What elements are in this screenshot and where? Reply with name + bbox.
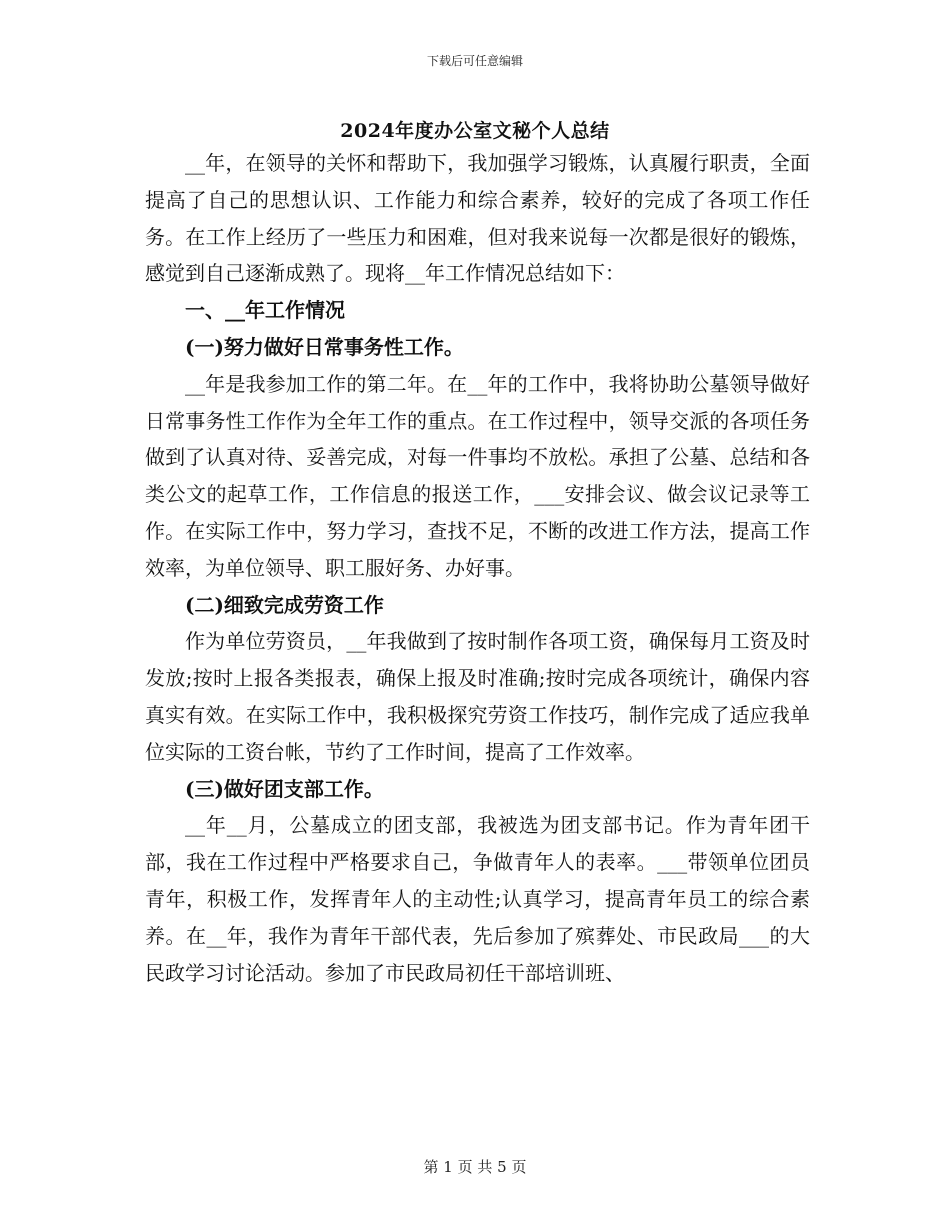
page-number: 第 1 页 共 5 页 [423,1158,527,1176]
paragraph-league-work: __年__月，公墓成立的团支部，我被选为团支部书记。作为青年团干部，我在工作过程中严格要求自己，争做青年人的表率。___带领单位团员青年，积极工作，发挥青年人的主动性;认真学习，提高青年员工的综合素养。在__年，我作为青年干部代表，先后参加了殡葬处、市民政局___的大民政学习讨论活动。参加了市民政局初任干部培训班、 [145,813,810,985]
document-body [145,145,810,991]
subsection-heading: (一)努力做好日常事务性工作。 [185,334,464,359]
subsection-heading: (三)做好团支部工作。 [185,776,384,801]
subsection-heading: (二)细致完成劳资工作 [185,592,384,617]
document-title: 2024年度办公室文秘个人总结 [340,120,610,142]
section-heading: 一、__年工作情况 [185,298,345,323]
paragraph-payroll-work: 作为单位劳资员，__年我做到了按时制作各项工资，确保每月工资及时发放;按时上报各类报表，确保上报及时准确;按时完成各项统计，确保内容真实有效。在实际工作中，我积极探究劳资工作技巧，制作完成了适应我单位实际的工资台帐，节约了工作时间，提高了工作效率。 [145,629,810,764]
header-note: 下载后可任意编辑 [426,54,523,68]
paragraph-intro: __年，在领导的关怀和帮助下，我加强学习锻炼，认真履行职责，全面提高了自己的思想认识、工作能力和综合素养，较好的完成了各项工作任务。在工作上经历了一些压力和困难，但对我来说每一次都是很好的锻炼，感觉到自己逐渐成熟了。现将__年工作情况总结如下： [145,151,810,286]
paragraph-daily-work: __年是我参加工作的第二年。在__年的工作中，我将协助公墓领导做好日常事务性工作作为全年工作的重点。在工作过程中，领导交派的各项任务做到了认真对待、妥善完成，对每一件事均不放松。承担了公墓、总结和各类公文的起草工作，工作信息的报送工作，___安排会议、做会议记录等工作。在实际工作中，努力学习，查找不足，不断的改进工作方法，提高工作效率，为单位领导、职工服好务、办好事。 [145,371,810,580]
